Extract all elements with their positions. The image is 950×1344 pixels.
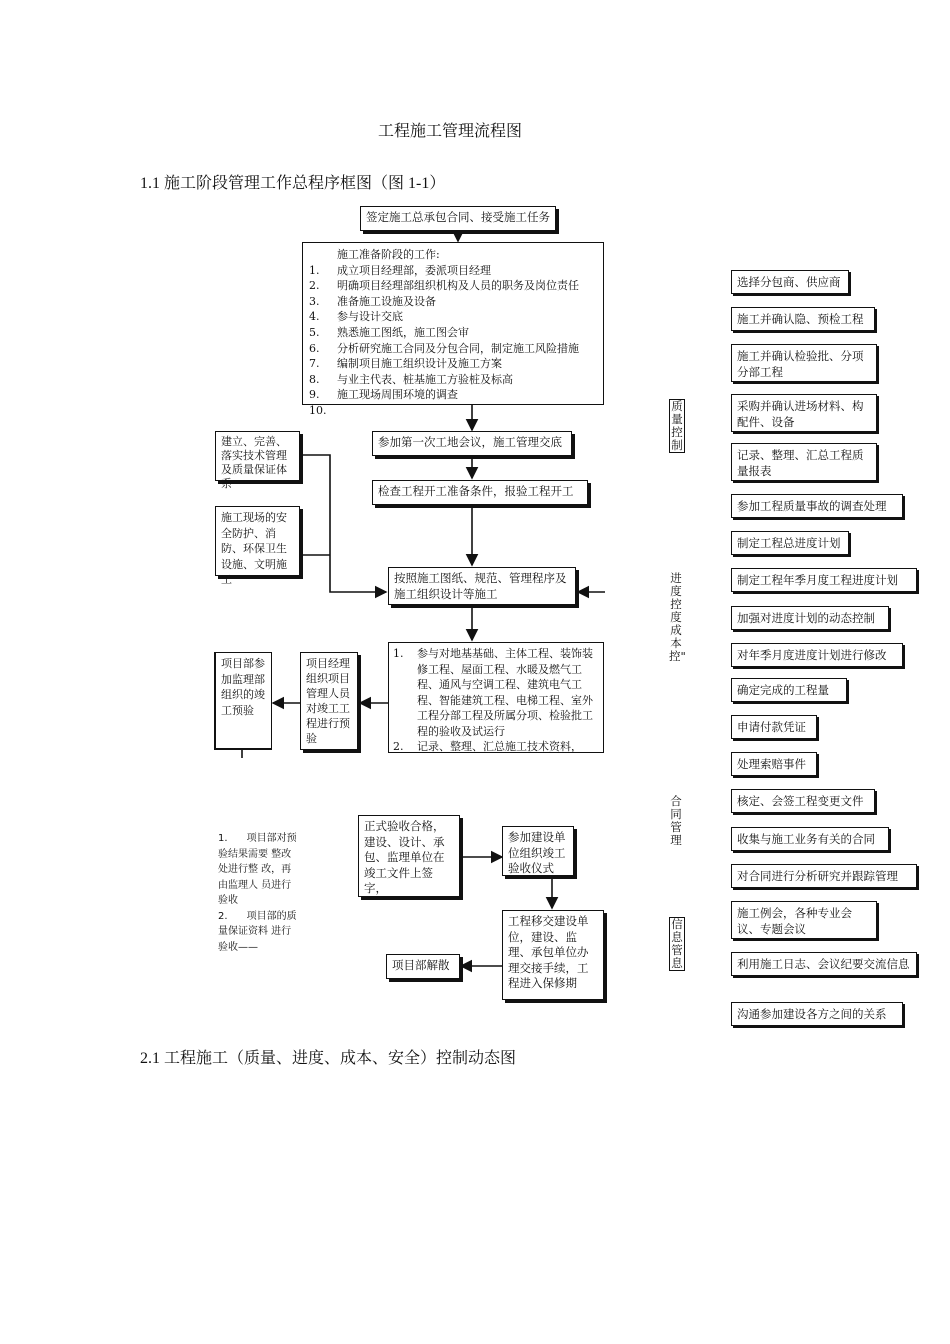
right-item: 确定完成的工程量 [731,678,847,702]
prep-heading: 施工准备阶段的工作: [337,248,440,261]
pm-preinspect-box: 项目经理组织项目管理人员对竣工工程进行预验 [300,652,358,750]
right-item: 施工并确认检验批、分项分部工程 [731,344,877,382]
prep-item: 5. 熟悉施工图纸，施工图会审 [309,325,469,339]
right-item: 沟通参加建设各方之间的关系 [731,1002,903,1026]
right-item: 采购并确认进场材料、构配件、设备 [731,394,877,432]
category-contract-label: 合同管理 [670,794,682,847]
check-start-box: 检查工程开工准备条件，报验工程开工 [372,480,588,505]
right-item: 加强对进度计划的动态控制 [731,606,889,630]
right-item: 收集与施工业务有关的合同 [731,827,889,851]
right-item: 选择分包商、供应商 [731,270,849,294]
section-heading-2: 2.1 工程施工（质量、进度、成本、安全）控制动态图 [140,1050,517,1067]
right-item: 记录、整理、汇总工程质量报表 [731,443,877,481]
final-sign-box: 正式验收合格，建设、设计、承包、监理单位在竣工文件上签字， [358,815,460,897]
handover-box: 工程移交建设单位，建设、监理、承包单位办理交接手续，工程进入保修期 [502,910,604,1000]
prep-item: 1. 成立项目经理部，委派项目经理 [309,263,491,277]
right-item: 利用施工日志、会议纪要交流信息 [731,952,917,976]
prep-item: 2. 明确项目经理部组织机构及人员的职务及岗位责任 [309,279,579,293]
right-item: 制定工程总进度计划 [731,531,849,555]
first-meeting-box: 参加第一次工地会议，施工管理交底 [372,431,572,456]
site-safety-box: 施工现场的安全防护、消防、环保卫生设施、文明施工 [215,506,300,576]
right-item: 施工例会，各种专业会议、专题会议 [731,901,877,939]
note-item: 1. 项目部对预验结果需要 整改处进行整 改，再由监理人 员进行验收 [218,833,297,906]
preinspect-notes [218,831,300,955]
category-progress-cost-label: 进度控度成本控" [669,571,686,663]
dept-preinspect-box: 项目部参加监理部组织的竣工预验 [214,652,272,750]
right-item: 对合同进行分析研究并跟踪管理 [731,864,917,888]
prep-item: 9. 施工现场周围环境的调查 [309,388,458,402]
right-item: 施工并确认隐、预检工程 [731,307,875,331]
prep-stage-box [302,242,604,417]
section-heading-1: 1.1 施工阶段管理工作总程序框图（图 1-1） [140,175,446,192]
acceptance-item: 1. 参与对地基基础、主体工程、装饰装修工程、屋面工程、水暖及燃气工程、通风与空调工程、建筑电气工程、智能建筑工程、电梯工程、室外工程分部工程及所属分项、检验批工程的验收及试运行 [393,647,593,738]
note-item: 2. 项目部的质量保证资料 进行验收—— [218,910,297,953]
right-item: 参加工程质量事故的调查处理 [731,494,903,518]
prep-item: 4. 参与设计交底 [309,310,403,324]
tech-system-box: 建立、完善、落实技术管理及质量保证体系 [215,431,300,481]
prep-item: 6. 分析研究施工合同及分包合同，制定施工风险措施 [309,341,579,355]
prep-item: 10. [309,403,327,417]
ceremony-box: 参加建设单位组织竣工验收仪式 [502,826,574,876]
acceptance-item: 2. 记录、整理、汇总施工技术资料， [393,740,582,753]
right-item: 制定工程年季月度工程进度计划 [731,568,917,592]
sign-contract-box: 签定施工总承包合同、接受施工任务 [360,206,556,231]
right-item: 申请付款凭证 [731,715,817,739]
right-item: 对年季月度进度计划进行修改 [731,643,903,667]
right-item: 核定、会签工程变更文件 [731,789,875,813]
page-title: 工程施工管理流程图 [377,123,522,140]
acceptance-box [388,642,604,753]
prep-item: 7. 编制项目施工组织设计及施工方案 [309,357,502,371]
prep-item: 3. 准备施工设施及设备 [309,294,436,308]
right-item: 处理索赔事件 [731,752,817,776]
construct-box: 按照施工图纸、规范、管理程序及施工组织设计等施工 [388,567,576,605]
prep-item: 8. 与业主代表、桩基施工方验桩及标高 [309,372,513,386]
dismiss-box: 项目部解散 [386,954,460,979]
category-quality-label: 质量控制 [669,399,685,453]
category-info-label: 信息管息 [669,917,685,971]
